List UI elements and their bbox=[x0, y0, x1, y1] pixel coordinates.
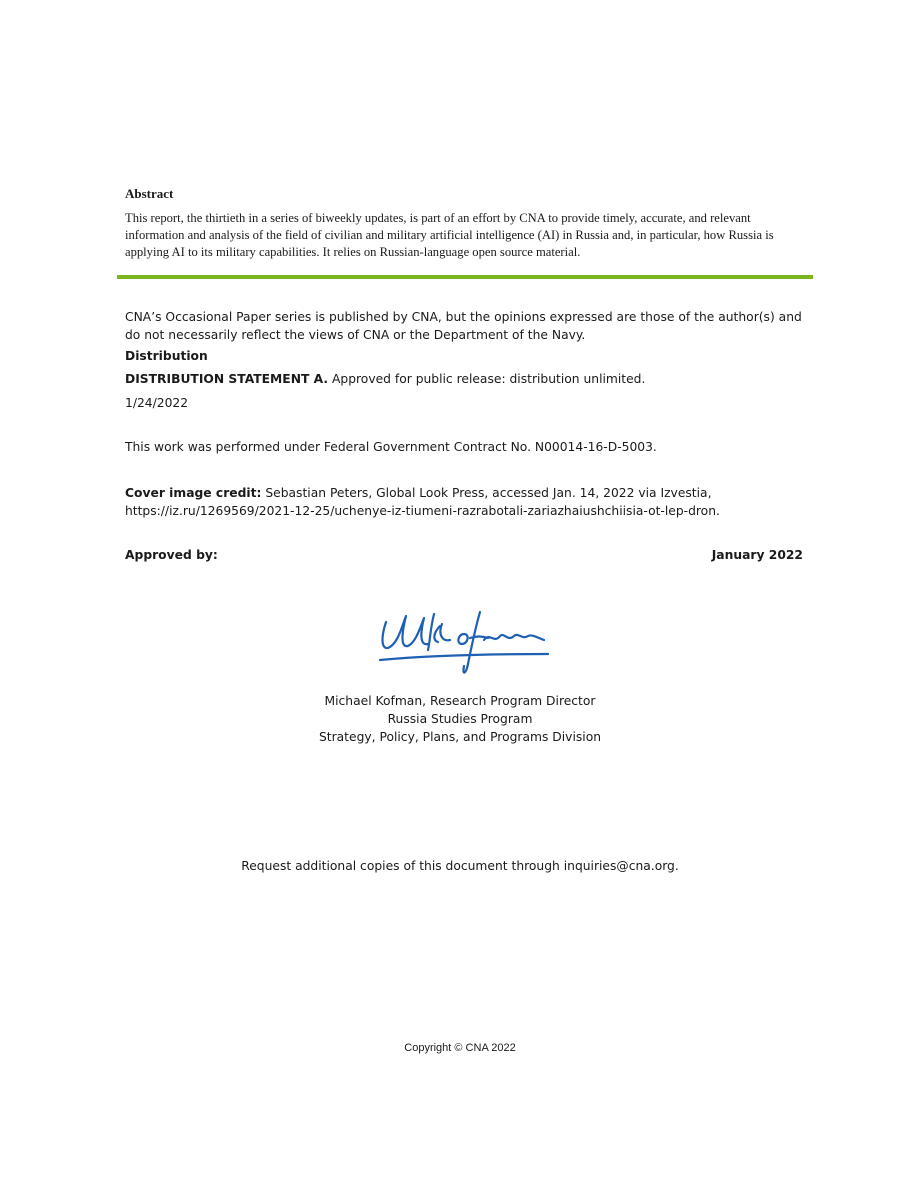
request-copies-text: Request additional copies of this document through inquiries@cna.org. bbox=[241, 859, 679, 873]
green-divider bbox=[117, 275, 813, 279]
disclaimer-text: CNA’s Occasional Paper series is published by CNA, but the opinions expressed are those of the author(s) and do not necessarily reflect the views of CNA or the Department of the Navy. bbox=[125, 310, 802, 342]
distribution-statement-label: DISTRIBUTION STATEMENT A. bbox=[125, 372, 329, 386]
cover-image-credit bbox=[125, 484, 815, 520]
signature-image bbox=[372, 604, 558, 684]
approval-date: January 2022 bbox=[711, 548, 803, 562]
signer-block bbox=[0, 692, 920, 746]
signer-division: Strategy, Policy, Plans, and Programs Division bbox=[318, 730, 602, 744]
abstract-heading: Abstract bbox=[125, 186, 174, 201]
distribution-statement-text: Approved for public release: distribution unlimited. bbox=[328, 372, 646, 386]
abstract-body: This report, the thirtieth in a series of biweekly updates, is part of an effort by CNA to provide timely, accurate, and relevant information and analysis of the field of civilian and military artificial intelligence (AI) in Russia and, in particular, how Russia is applying AI to its military capabilities. It relies on Russian-language open source material. bbox=[125, 211, 774, 259]
distribution-date: 1/24/2022 bbox=[125, 396, 189, 410]
contract-statement: This work was performed under Federal Government Contract No. N00014-16-D-5003. bbox=[125, 440, 657, 454]
cover-credit-text: Sebastian Peters, Global Look Press, accessed Jan. 14, 2022 via Izvestia, https://iz.ru/1269569/2021-12-25/uchenye-iz-tiumeni-razrabotali-zariazhaiushchiisia-ot-lep-dron. bbox=[125, 486, 720, 518]
cover-credit-label: Cover image credit: bbox=[125, 486, 262, 500]
distribution-statement bbox=[125, 372, 645, 386]
signer-program: Russia Studies Program bbox=[387, 712, 533, 726]
approved-by-label: Approved by: bbox=[125, 548, 218, 562]
distribution-heading: Distribution bbox=[125, 349, 208, 363]
copyright-text: Copyright © CNA 2022 bbox=[404, 1042, 516, 1054]
signer-name-title: Michael Kofman, Research Program Director bbox=[324, 694, 596, 708]
